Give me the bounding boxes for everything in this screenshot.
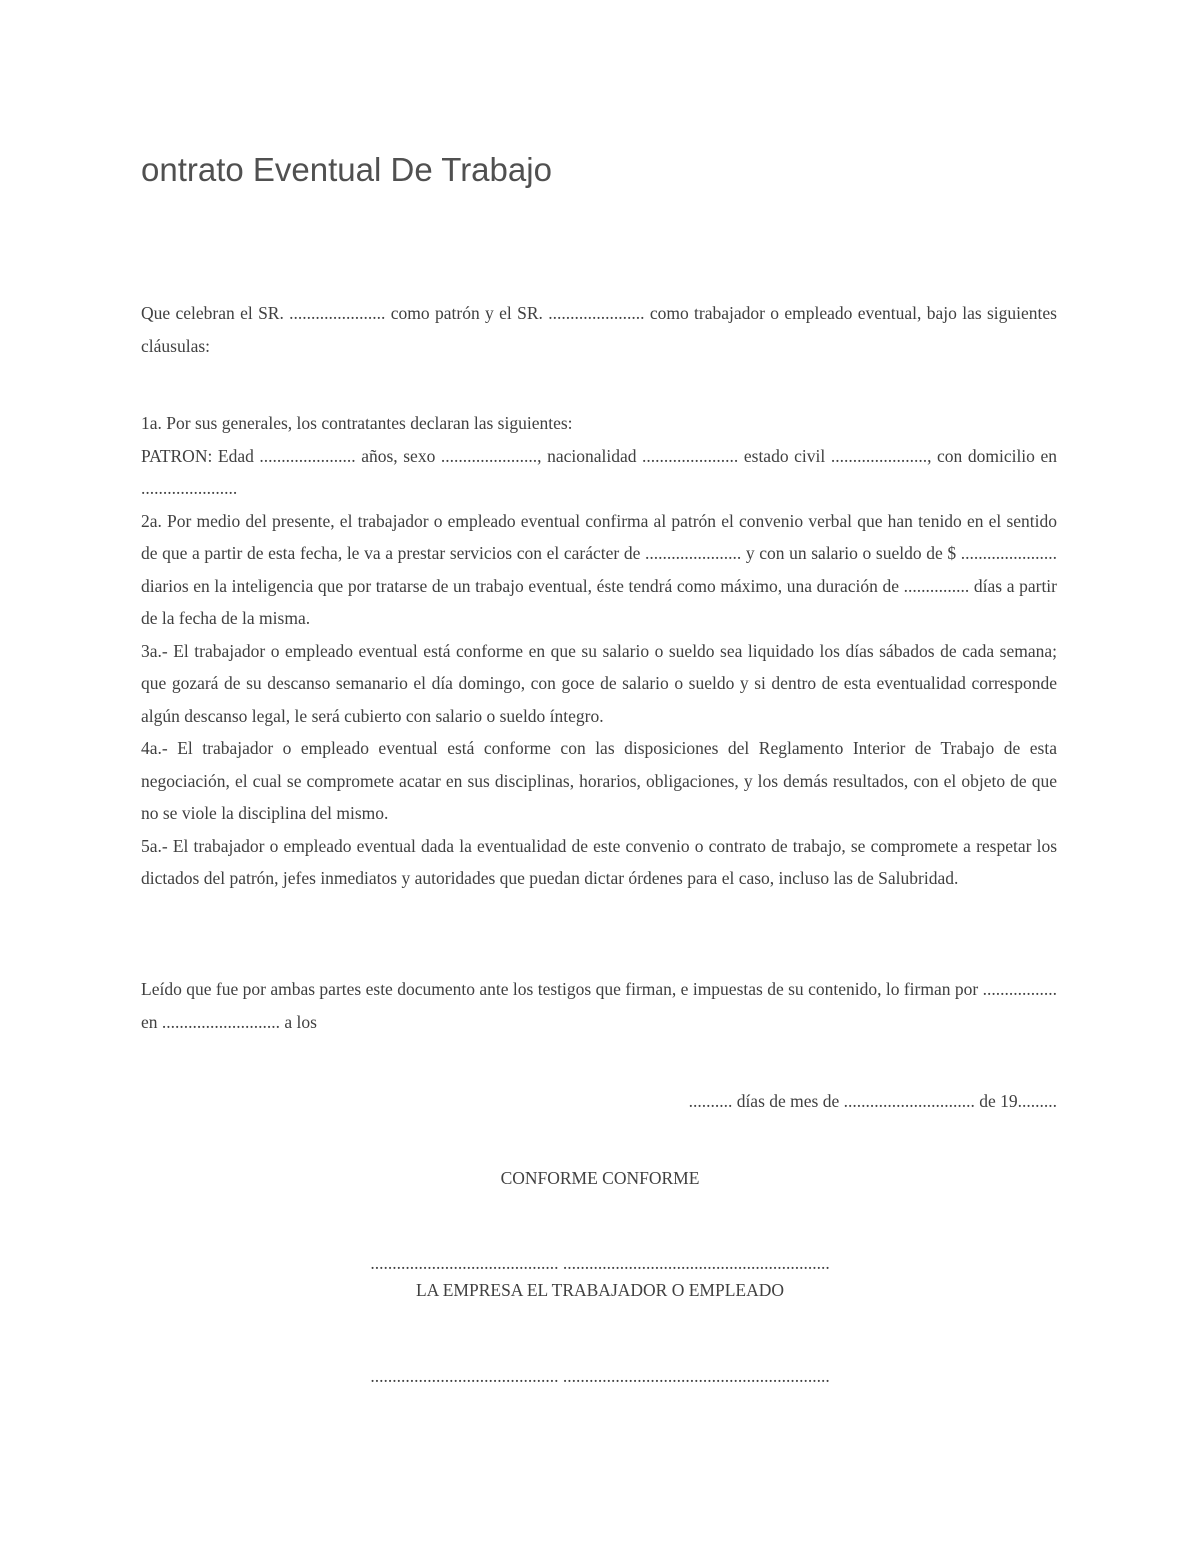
- document-title: ontrato Eventual De Trabajo: [141, 151, 552, 188]
- clause-5: 5a.- El trabajador o empleado eventual dada la eventualidad de este convenio o contrato de trabajo, se compromete a respetar los dictados del patrón, jefes inmediatos y autoridades que puedan dictar órdenes para el caso, incluso las de Salubridad.: [141, 835, 1057, 888]
- clause-patron: PATRON: Edad ...................... años, sexo ......................, nacionalidad ...................... estado civil ......................, con domicilio en ......................: [141, 445, 1057, 498]
- clauses-section: [141, 407, 1057, 895]
- intro-paragraph: Que celebran el SR. ...................... como patrón y el SR. ...................... como trabajador o empleado eventual, bajo las siguientes cláusulas:: [141, 303, 1057, 356]
- clause-2: 2a. Por medio del presente, el trabajador o empleado eventual confirma al patrón el convenio verbal que han tenido en el sentido de que a partir de esta fecha, le va a prestar servicios con el carácter de ...................... y con un salario o sueldo de $ ...................... diarios en la inteligencia que por tratarse de un trabajo eventual, éste tendrá como máximo, una duración de ............... días a partir de la fecha de la misma.: [141, 510, 1057, 628]
- clause-1: 1a. Por sus generales, los contratantes declaran las siguientes:: [141, 413, 573, 433]
- closing-paragraph: Leído que fue por ambas partes este documento ante los testigos que firman, e impuestas de su contenido, lo firman por ................. en ........................... a los: [141, 979, 1057, 1032]
- signature-line-bottom: ........................................... .............................................................: [370, 1366, 830, 1386]
- signature-labels: LA EMPRESA EL TRABAJADOR O EMPLEADO: [415, 1280, 785, 1300]
- signature-line-top: ........................................... .............................................................: [370, 1253, 830, 1273]
- clause-3: 3a.- El trabajador o empleado eventual está conforme en que su salario o sueldo sea liquidado los días sábados de cada semana; que gozará de su descanso semanario el día domingo, con goce de salario o sueldo y si dentro de esta eventualidad corresponde algún descanso legal, le será cubierto con salario o sueldo íntegro.: [141, 640, 1057, 726]
- conforme-heading: CONFORME CONFORME: [500, 1168, 700, 1188]
- date-line: .......... días de mes de .............................. de 19.........: [688, 1091, 1057, 1111]
- clause-4: 4a.- El trabajador o empleado eventual está conforme con las disposiciones del Reglamento Interior de Trabajo de esta negociación, el cual se compromete acatar en sus disciplinas, horarios, obligaciones, y los demás resultados, con el objeto de que no se viole la disciplina del mismo.: [141, 738, 1057, 823]
